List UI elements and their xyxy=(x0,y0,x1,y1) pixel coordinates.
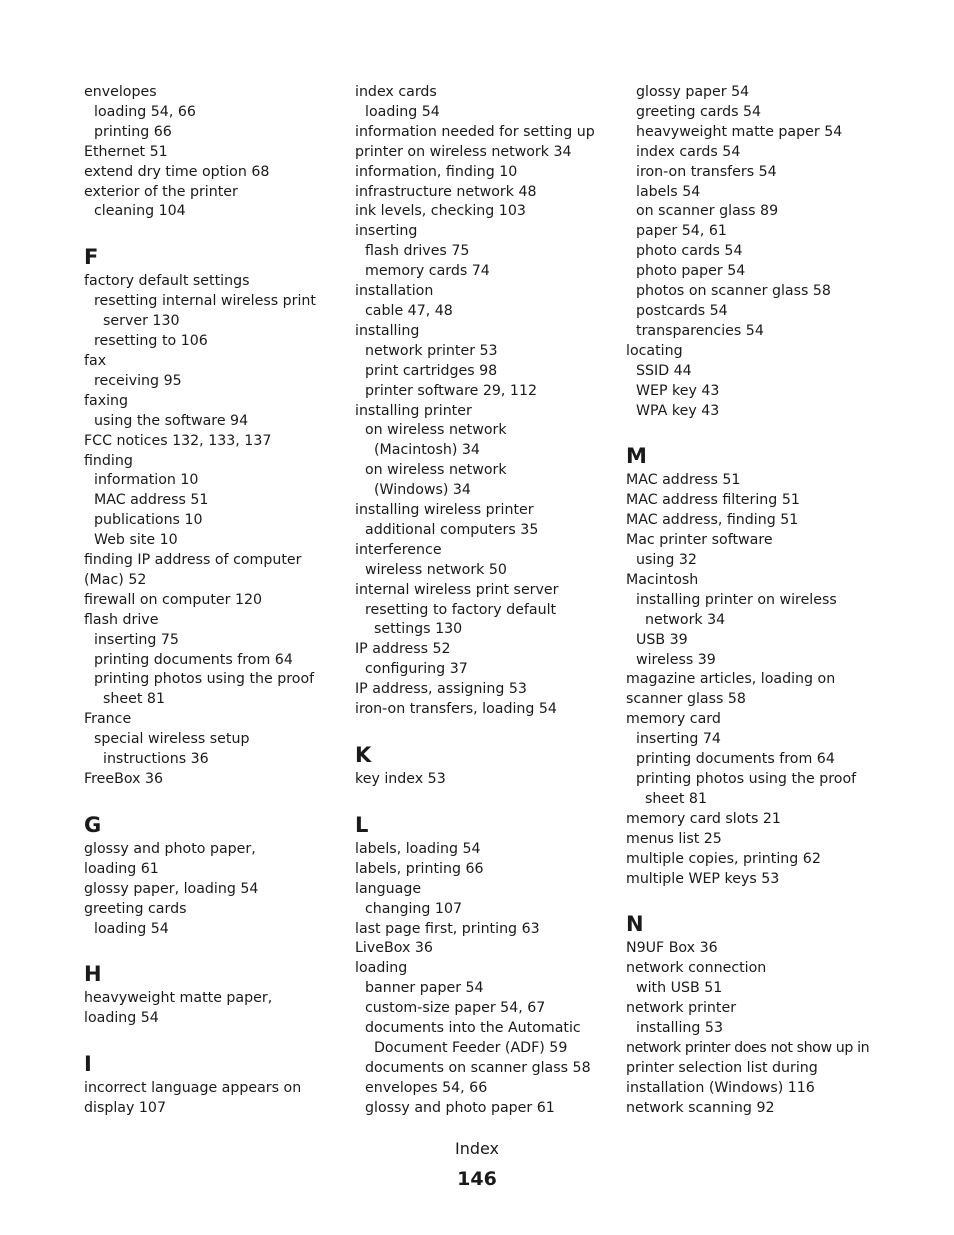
index-subentry: using the software 94 xyxy=(94,412,249,429)
index-subentry: wireless network 50 xyxy=(365,561,507,578)
page-number: 146 xyxy=(457,1168,497,1190)
index-entry: magazine articles, loading on xyxy=(626,671,836,688)
index-subentry: installing printer on wireless xyxy=(636,591,837,608)
index-subentry: printer software 29, 112 xyxy=(365,382,537,399)
index-subentry: WEP key 43 xyxy=(636,382,720,399)
index-subentry: memory cards 74 xyxy=(365,263,490,280)
index-subentry: on wireless network xyxy=(365,422,507,439)
index-entry: installing wireless printer xyxy=(355,502,534,519)
index-entry: IP address, assigning 53 xyxy=(355,681,527,698)
index-subentry: loading 54, 66 xyxy=(94,103,196,120)
index-entry: extend dry time option 68 xyxy=(84,163,270,180)
index-entry: labels, loading 54 xyxy=(355,840,481,857)
index-subentry: MAC address 51 xyxy=(94,492,209,509)
index-subentry: network 34 xyxy=(645,611,726,628)
index-subentry: (Windows) 34 xyxy=(374,482,471,499)
index-entry: internal wireless print server xyxy=(355,581,559,598)
index-entry: installing printer xyxy=(355,402,472,419)
index-subentry: on scanner glass 89 xyxy=(636,203,779,220)
letter-heading: N xyxy=(626,912,644,937)
index-entry: network scanning 92 xyxy=(626,1099,775,1116)
index-subentry: cable 47, 48 xyxy=(365,302,453,319)
index-entry: printer selection list during xyxy=(626,1059,818,1076)
index-entry: greeting cards xyxy=(84,900,187,917)
index-subentry: on wireless network xyxy=(365,462,507,479)
index-subentry: sheet 81 xyxy=(103,691,165,708)
index-entry: MAC address filtering 51 xyxy=(626,492,800,509)
letter-heading: G xyxy=(84,812,102,837)
index-entry: memory card slots 21 xyxy=(626,810,781,827)
index-column-1 xyxy=(84,83,334,1119)
index-subentry: (Macintosh) 34 xyxy=(374,442,480,459)
index-subentry: inserting 74 xyxy=(636,731,721,748)
index-subentry: photo paper 54 xyxy=(636,263,746,280)
index-subentry: printing 66 xyxy=(94,123,172,140)
index-subentry: additional computers 35 xyxy=(365,521,539,538)
index-subentry: loading 54 xyxy=(94,920,169,937)
index-entry: network connection xyxy=(626,960,767,977)
index-entry: last page first, printing 63 xyxy=(355,920,540,937)
index-subentry: index cards 54 xyxy=(636,143,741,160)
index-subentry: iron-on transfers 54 xyxy=(636,163,777,180)
index-subentry: labels 54 xyxy=(636,183,701,200)
index-subentry: resetting to 106 xyxy=(94,333,208,350)
index-subentry: postcards 54 xyxy=(636,302,728,319)
letter-heading: K xyxy=(355,743,372,767)
index-subentry: network printer 53 xyxy=(365,342,498,359)
index-entry: multiple WEP keys 53 xyxy=(626,870,780,887)
index-entry: infrastructure network 48 xyxy=(355,183,537,200)
index-subentry: envelopes 54, 66 xyxy=(365,1079,488,1096)
index-entry: installing xyxy=(355,322,420,339)
index-subentry: inserting 75 xyxy=(94,631,179,648)
index-entry: flash drive xyxy=(84,611,159,628)
index-entry: memory card xyxy=(626,711,721,728)
index-subentry: instructions 36 xyxy=(103,751,209,768)
index-entry: exterior of the printer xyxy=(84,183,238,200)
index-entry: loading 54 xyxy=(84,1010,159,1027)
index-entry: (Mac) 52 xyxy=(84,571,147,588)
index-entry: N9UF Box 36 xyxy=(626,940,718,957)
index-subentry: greeting cards 54 xyxy=(636,103,762,120)
index-subentry: installing 53 xyxy=(636,1020,723,1037)
index-entry: glossy paper, loading 54 xyxy=(84,880,259,897)
index-subentry: photos on scanner glass 58 xyxy=(636,283,831,300)
index-subentry: SSID 44 xyxy=(636,362,692,379)
index-subentry: wireless 39 xyxy=(636,651,716,668)
index-entry: MAC address 51 xyxy=(626,472,741,489)
index-subentry: publications 10 xyxy=(94,512,203,529)
index-subentry: WPA key 43 xyxy=(636,402,720,419)
index-subentry: resetting to factory default xyxy=(365,601,557,618)
index-entry: printer on wireless network 34 xyxy=(355,143,572,160)
index-column-2 xyxy=(355,83,617,1119)
index-entry: fax xyxy=(84,352,107,369)
index-subentry: glossy paper 54 xyxy=(636,84,750,100)
index-entry: LiveBox 36 xyxy=(355,940,433,957)
index-subentry: documents into the Automatic xyxy=(365,1020,581,1037)
index-entry: locating xyxy=(626,342,683,359)
index-entry: Ethernet 51 xyxy=(84,143,168,160)
letter-heading: L xyxy=(355,812,369,837)
index-subentry: flash drives 75 xyxy=(365,243,470,260)
index-entry: heavyweight matte paper, xyxy=(84,990,273,1007)
letter-heading: H xyxy=(84,962,102,987)
index-subentry: server 130 xyxy=(103,313,180,330)
index-subentry: transparencies 54 xyxy=(636,322,764,339)
index-subentry: special wireless setup xyxy=(94,731,250,748)
index-subentry: changing 107 xyxy=(365,900,463,917)
index-entry: menus list 25 xyxy=(626,830,722,847)
index-entry: finding xyxy=(84,452,133,469)
index-entry: index cards xyxy=(355,84,437,100)
index-entry: information, finding 10 xyxy=(355,163,518,180)
index-entry: FCC notices 132, 133, 137 xyxy=(84,432,272,449)
index-entry: multiple copies, printing 62 xyxy=(626,850,821,867)
index-subentry: USB 39 xyxy=(636,631,688,648)
index-entry: language xyxy=(355,880,422,897)
index-subentry: printing documents from 64 xyxy=(636,751,835,768)
index-subentry: printing documents from 64 xyxy=(94,651,293,668)
index-entry: iron-on transfers, loading 54 xyxy=(355,701,557,718)
index-entry: faxing xyxy=(84,392,129,409)
index-entry: installation xyxy=(355,283,434,300)
index-subentry: information 10 xyxy=(94,472,199,489)
index-subentry: documents on scanner glass 58 xyxy=(365,1059,591,1076)
index-entry: scanner glass 58 xyxy=(626,691,746,708)
index-subentry: glossy and photo paper 61 xyxy=(365,1099,555,1116)
index-subentry: sheet 81 xyxy=(645,790,707,807)
index-subentry: settings 130 xyxy=(374,621,463,638)
index-entry: Macintosh xyxy=(626,571,699,588)
index-entry: factory default settings xyxy=(84,273,250,290)
index-entry: France xyxy=(84,711,132,728)
index-subentry: configuring 37 xyxy=(365,661,468,678)
index-subentry: using 32 xyxy=(636,552,697,569)
letter-heading: F xyxy=(84,245,99,270)
index-entry: labels, printing 66 xyxy=(355,860,484,877)
index-entry: network printer xyxy=(626,1000,737,1017)
index-subentry: banner paper 54 xyxy=(365,980,484,997)
index-entry: installation (Windows) 116 xyxy=(626,1079,815,1096)
index-entry: glossy and photo paper, xyxy=(84,840,256,857)
index-subentry: Document Feeder (ADF) 59 xyxy=(374,1039,568,1056)
index-entry: loading 61 xyxy=(84,860,159,877)
index-subentry: receiving 95 xyxy=(94,372,182,389)
index-entry: key index 53 xyxy=(355,771,446,787)
index-subentry: print cartridges 98 xyxy=(365,362,498,379)
index-entry: IP address 52 xyxy=(355,641,451,658)
index-subentry: heavyweight matte paper 54 xyxy=(636,123,843,140)
index-entry: MAC address, finding 51 xyxy=(626,512,799,529)
index-entry: display 107 xyxy=(84,1100,166,1117)
index-subentry: Web site 10 xyxy=(94,532,178,549)
index-entry: finding IP address of computer xyxy=(84,552,302,569)
index-entry: interference xyxy=(355,541,442,558)
index-subentry: with USB 51 xyxy=(636,980,723,997)
index-subentry: printing photos using the proof xyxy=(636,771,857,787)
index-entry: network printer does not show up in xyxy=(626,1039,870,1056)
index-subentry: paper 54, 61 xyxy=(636,223,727,240)
index-entry: loading xyxy=(355,960,408,977)
index-subentry: resetting internal wireless print xyxy=(94,293,316,310)
letter-heading: I xyxy=(84,1052,92,1077)
index-entry: information needed for setting up xyxy=(355,123,595,140)
footer-section-label: Index xyxy=(454,1139,500,1158)
letter-heading: M xyxy=(626,444,647,469)
index-subentry: printing photos using the proof xyxy=(94,671,315,688)
index-entry: Mac printer software xyxy=(626,532,773,549)
index-subentry: loading 54 xyxy=(365,103,440,120)
index-entry: firewall on computer 120 xyxy=(84,591,263,608)
index-entry: incorrect language appears on xyxy=(84,1080,302,1097)
index-entry: ink levels, checking 103 xyxy=(355,203,526,220)
index-subentry: custom-size paper 54, 67 xyxy=(365,1000,546,1017)
index-entry: inserting xyxy=(355,223,418,240)
index-entry: FreeBox 36 xyxy=(84,771,164,787)
index-subentry: photo cards 54 xyxy=(636,243,743,260)
index-column-3 xyxy=(626,83,888,1119)
index-entry: envelopes xyxy=(84,84,157,100)
index-subentry: cleaning 104 xyxy=(94,203,186,220)
